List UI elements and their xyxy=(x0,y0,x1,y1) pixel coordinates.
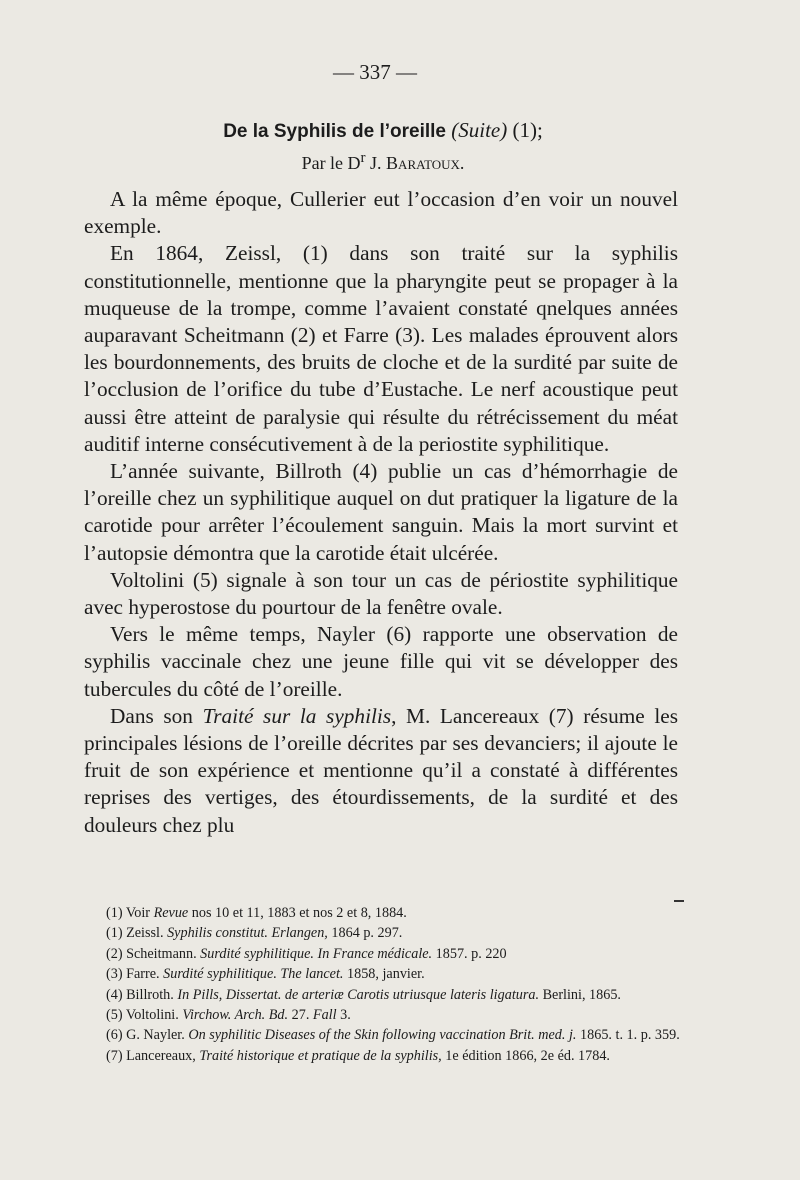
footnote-text: Surdité syphilitique. The lancet. xyxy=(163,966,344,983)
footnote xyxy=(106,1026,688,1044)
footnote-number: (2) xyxy=(106,945,127,962)
footnote xyxy=(106,924,688,942)
footnote-text: 1858, janvier. xyxy=(343,966,425,983)
footnote-text: G. Nayler. xyxy=(126,1027,189,1044)
paragraph: En 1864, Zeissl, (1) dans son traité sur la syphilis constitutionnelle, mentionne que la pharyngite peut se propager à la muqueuse de la trompe, comme l’avaient constaté qnelques années auparavant Scheitmann (2) et Farre (3). Les malades éprouvent alors les bourdonnements, des bruits de cloche et de la surdité par suite de l’occlusion de l’orifice du tube d’Eustache. Le nerf acoustique peut aussi être atteint de paralysie qui résulte du rétrécissement du méat auditif interne consécutivement à de la periostite syphilitique. xyxy=(84,241,678,456)
footnote-text: Syphilis constitut. Erlangen, xyxy=(167,925,328,942)
title-main: De la Syphilis de l’oreille xyxy=(223,121,446,142)
byline-sup: r xyxy=(360,150,366,166)
footnote-text: 3. xyxy=(336,1007,351,1024)
footnote-number: (1) xyxy=(106,925,127,942)
footnote-number: (6) xyxy=(106,1027,127,1044)
footnote-text: Voir xyxy=(125,905,154,921)
footnote-text: Berlini, 1865. xyxy=(539,986,621,1003)
book-title: Traité sur la syphilis xyxy=(202,703,392,728)
footnote xyxy=(106,1006,688,1024)
paragraph xyxy=(84,703,678,839)
page-number: — 337 — xyxy=(333,60,417,84)
footnote xyxy=(106,965,688,983)
footnote-text: Surdité syphilitique. In France médicale. xyxy=(200,945,433,962)
footnote-text: In Pills, Dissertat. de arteriæ Carotis utriusque lateris ligatura. xyxy=(177,986,540,1003)
paragraph: Vers le même temps, Nayler (6) rapporte une observation de syphilis vaccinale chez une jeune fille qui vit se développer des tubercules du côté de l’oreille. xyxy=(84,622,678,701)
footnote-text: 1865. t. 1. p. 359. xyxy=(576,1027,680,1044)
paragraph: L’année suivante, Billroth (4) publie un cas d’hémorrhagie de l’oreille chez un syphilitique auquel on dut pratiquer la ligature de la carotide pour arrêter l’écoulement sanguin. Mais la mort survint et l’autopsie démontra que la carotide était ulcérée. xyxy=(84,459,678,565)
footnote-rule xyxy=(674,900,684,902)
footnote-text: Zeissl. xyxy=(126,925,168,942)
footnote-text: 1857. p. 220 xyxy=(432,945,507,962)
paragraph-part: , M. Lancereaux (7) résume les principales lésions de l’oreille décrites par ses devanciers; il ajoute le fruit de son expérience et mentionne qu’il a constaté à différentes reprises des vertiges, des étourdissements, de la surdité et des douleurs chez plu xyxy=(84,703,678,837)
footnote xyxy=(106,904,688,922)
footnote-text: Virchow. Arch. Bd. xyxy=(182,1007,289,1024)
paragraph: Voltolini (5) signale à son tour un cas de périostite syphilitique avec hyperostose du pourtour de la fenêtre ovale. xyxy=(84,567,678,620)
footnote-number: (7) xyxy=(106,1047,127,1064)
title-suite: (Suite) xyxy=(451,118,508,142)
footnote-text: Scheitmann. xyxy=(126,945,201,962)
footnote-text: On syphilitic Diseases of the Skin following vaccination Brit. med. j. xyxy=(188,1027,577,1044)
footnote-text: nos 10 et 11, 1883 et nos 2 et 8, 1884. xyxy=(188,905,407,921)
footnote-number: (5) xyxy=(106,1007,126,1024)
footnote-text: Farre. xyxy=(126,966,164,983)
footnote-number: (1) xyxy=(106,905,126,921)
footnote-text: Traité historique et pratique de la syphilis, xyxy=(199,1047,442,1064)
footnote-text: 1e édition 1866, 2e éd. 1784. xyxy=(441,1047,610,1064)
footnote-text: 27. xyxy=(288,1007,313,1024)
author-name: J. Baratoux. xyxy=(370,153,465,173)
footnote-number: (3) xyxy=(106,966,127,983)
paragraph-part: Dans son xyxy=(110,703,203,728)
title-ref: (1); xyxy=(512,118,543,142)
footnote-text: Voltolini. xyxy=(125,1007,183,1024)
footnote xyxy=(106,945,688,963)
footnote-text: 1864 p. 297. xyxy=(327,925,403,942)
footnote-text: Fall xyxy=(312,1007,337,1024)
byline xyxy=(0,150,766,174)
footnote xyxy=(106,986,688,1004)
paragraph: A la même époque, Cullerier eut l’occasion d’en voir un nouvel exemple. xyxy=(84,187,678,239)
footnotes xyxy=(106,904,688,1067)
footnote-number: (4) xyxy=(106,986,127,1003)
byline-prefix: Par le D xyxy=(301,153,361,173)
footnote-text: Revue xyxy=(153,905,189,921)
body-text xyxy=(84,186,678,839)
footnote-text: Billroth. xyxy=(126,986,178,1003)
footnote xyxy=(106,1047,688,1065)
article-title xyxy=(0,118,766,143)
footnote-text: Lancereaux, xyxy=(126,1047,200,1064)
